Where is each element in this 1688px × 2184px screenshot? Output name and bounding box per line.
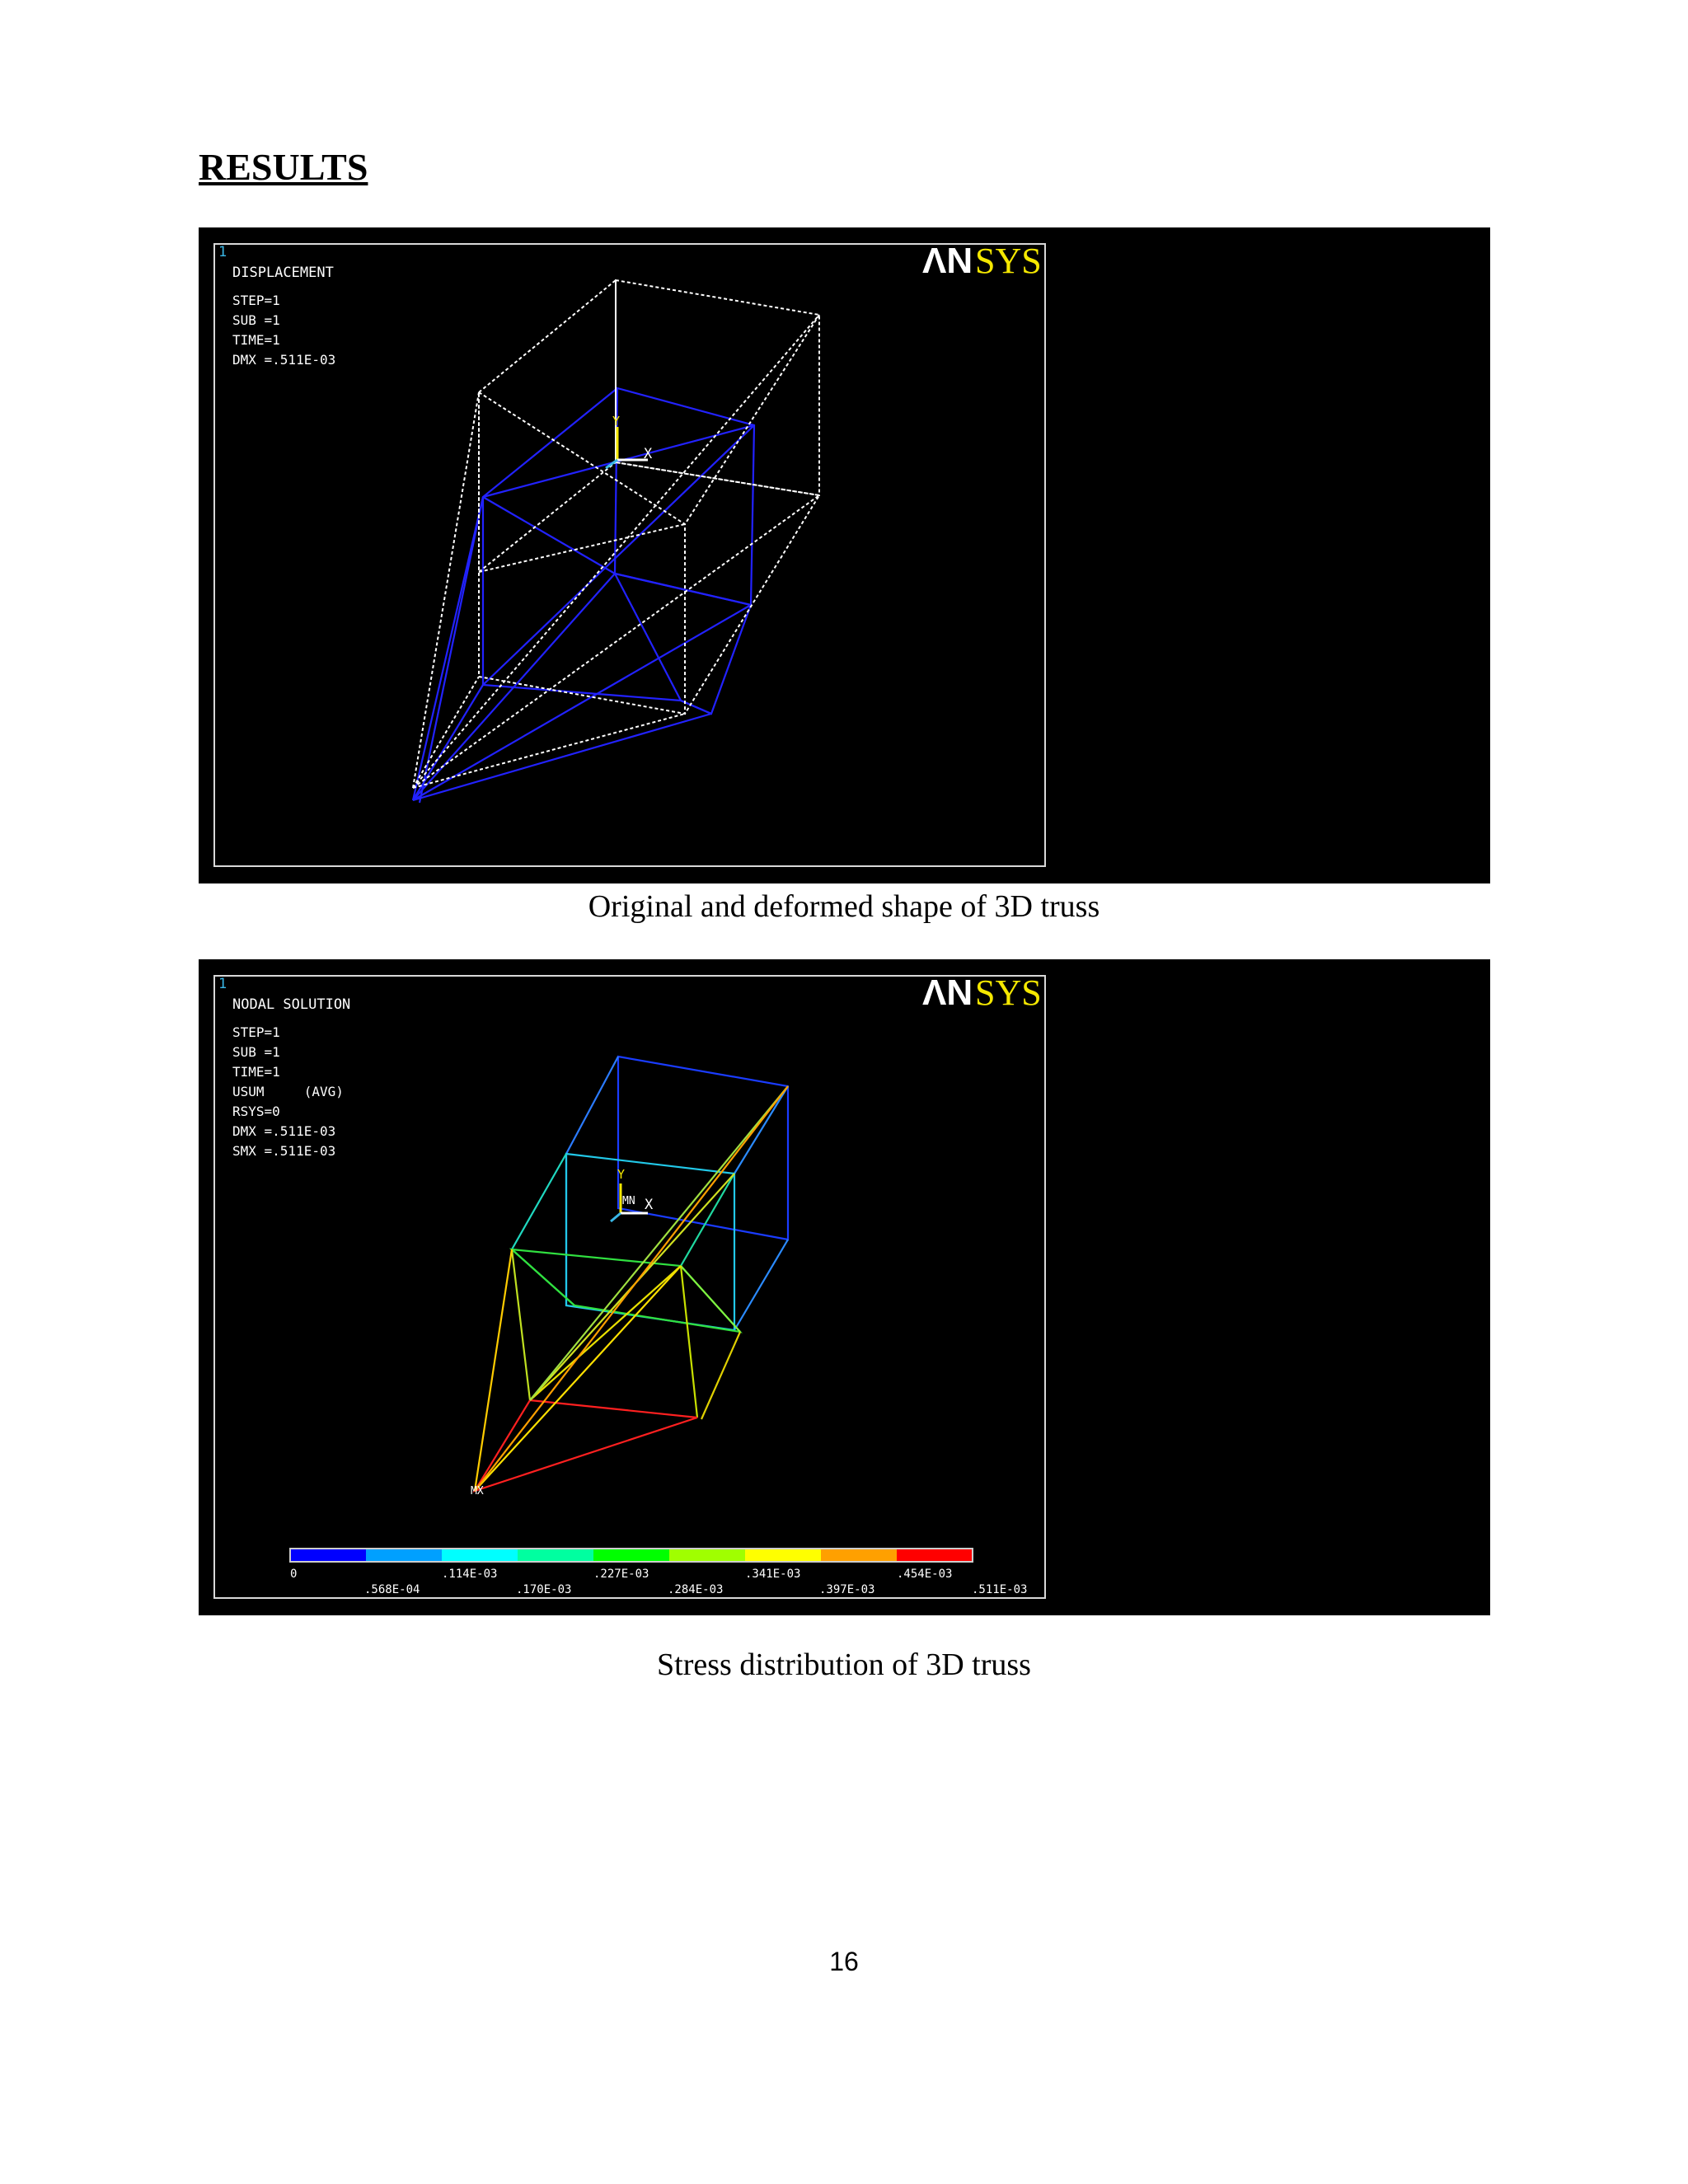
info-line: STEP=1 xyxy=(232,293,280,308)
info-line: DMX =.511E-03 xyxy=(232,1123,336,1139)
info-line: STEP=1 xyxy=(232,1024,280,1040)
displacement-plot-canvas xyxy=(199,227,1490,883)
logo-an: ΛN xyxy=(922,972,973,1013)
legend-tick-label: .170E-03 xyxy=(516,1583,572,1596)
mn-label: MN xyxy=(622,1195,635,1207)
axis-y-label: Y xyxy=(612,414,621,429)
info-line: SUB =1 xyxy=(232,312,280,328)
plot-frame xyxy=(214,976,1045,1598)
logo-an: ΛN xyxy=(922,241,973,281)
legend-swatch xyxy=(366,1549,442,1562)
ansys-logo xyxy=(922,972,1042,1013)
plot-title: NODAL SOLUTION xyxy=(232,996,351,1013)
axis-x-label: X xyxy=(644,446,653,462)
info-line: SUB =1 xyxy=(232,1044,280,1060)
legend-tick-label: .284E-03 xyxy=(668,1583,724,1596)
info-block xyxy=(232,293,335,368)
info-line: RSYS=0 xyxy=(232,1104,280,1119)
legend-swatch xyxy=(442,1549,518,1562)
legend-tick-label: .341E-03 xyxy=(745,1568,801,1581)
legend-swatch xyxy=(593,1549,669,1562)
legend-tick-label: .227E-03 xyxy=(593,1568,649,1581)
info-line: TIME=1 xyxy=(232,332,280,348)
axis-x-label: X xyxy=(645,1197,654,1213)
nodal-solution-plot-canvas xyxy=(199,959,1490,1615)
info-line: SMX =.511E-03 xyxy=(232,1143,336,1159)
plot-title: DISPLACEMENT xyxy=(232,265,334,281)
logo-sys: SYS xyxy=(975,972,1042,1013)
legend-swatch xyxy=(821,1549,897,1562)
axis-triad xyxy=(611,1167,654,1221)
axis-triad xyxy=(606,414,653,468)
info-line: TIME=1 xyxy=(232,1064,280,1080)
contour-legend xyxy=(290,1549,1027,1596)
legend-tick-label: .114E-03 xyxy=(442,1568,498,1581)
figure1-caption: Original and deformed shape of 3D truss xyxy=(588,889,1100,924)
window-number: 1 xyxy=(218,244,227,260)
contoured-truss xyxy=(475,1057,788,1491)
legend-swatch xyxy=(290,1549,366,1562)
mx-label: MX xyxy=(471,1485,484,1497)
results-heading: RESULTS xyxy=(199,146,368,188)
figure2-caption: Stress distribution of 3D truss xyxy=(657,1647,1031,1682)
legend-swatch xyxy=(745,1549,821,1562)
legend-tick-label: 0 xyxy=(290,1568,298,1581)
logo-sys: SYS xyxy=(975,241,1042,281)
window-number: 1 xyxy=(218,976,227,992)
info-line: USUM (AVG) xyxy=(232,1084,344,1099)
ansys-logo xyxy=(922,241,1042,281)
legend-tick-label: .568E-04 xyxy=(364,1583,420,1596)
legend-swatch xyxy=(897,1549,973,1562)
legend-swatch xyxy=(518,1549,593,1562)
legend-tick-label: .454E-03 xyxy=(897,1568,953,1581)
page-number: 16 xyxy=(829,1947,859,1976)
legend-swatch xyxy=(669,1549,745,1562)
legend-tick-label: .511E-03 xyxy=(972,1583,1028,1596)
nodal-solution-plot xyxy=(199,959,1490,1615)
displacement-plot xyxy=(199,227,1490,883)
plot-frame xyxy=(214,244,1045,866)
legend-tick-label: .397E-03 xyxy=(819,1583,875,1596)
info-line: DMX =.511E-03 xyxy=(232,352,336,368)
info-block xyxy=(232,1024,344,1159)
axis-y-label: Y xyxy=(617,1167,626,1182)
